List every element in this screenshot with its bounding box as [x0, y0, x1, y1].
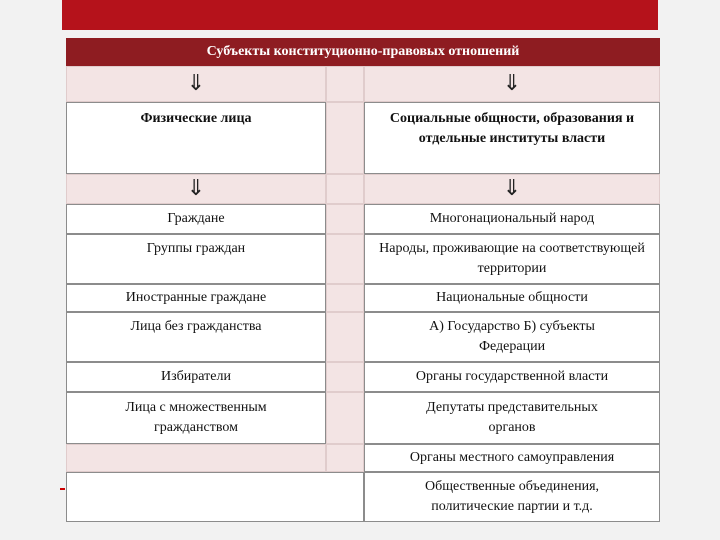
spacer-cell — [326, 204, 364, 234]
left-item: Граждане — [66, 204, 326, 234]
empty-cell — [66, 444, 326, 472]
left-item: Лица с множественным гражданством — [66, 392, 326, 444]
empty-cell — [66, 472, 364, 522]
left-item: Группы граждан — [66, 234, 326, 284]
spacer-cell — [326, 174, 364, 204]
spacer-cell — [326, 66, 364, 102]
spacer-cell — [326, 444, 364, 472]
arrow-down-icon: ⇓ — [364, 66, 660, 102]
diagram-title: Субъекты конституционно-правовых отношений — [66, 38, 660, 66]
spacer-cell — [326, 284, 364, 312]
right-item: А) Государство Б) субъекты Федерации — [364, 312, 660, 362]
spacer-cell — [326, 102, 364, 174]
left-item: Лица без гражданства — [66, 312, 326, 362]
right-item: Общественные объединения, политические партии и т.д. — [364, 472, 660, 522]
left-item: Избиратели — [66, 362, 326, 392]
arrow-down-icon: ⇓ — [66, 174, 326, 204]
spacer-cell — [326, 362, 364, 392]
top-accent-bar — [62, 0, 658, 30]
right-column-header: Социальные общности, образования и отдельные институты власти — [364, 102, 660, 174]
arrow-down-icon: ⇓ — [66, 66, 326, 102]
right-item: Органы государственной власти — [364, 362, 660, 392]
spacer-cell — [326, 312, 364, 362]
arrow-down-icon: ⇓ — [364, 174, 660, 204]
right-item: Органы местного самоуправления — [364, 444, 660, 472]
right-item: Депутаты представительных органов — [364, 392, 660, 444]
right-item: Многонациональный народ — [364, 204, 660, 234]
spacer-cell — [326, 234, 364, 284]
right-item: Народы, проживающие на соответствующей территории — [364, 234, 660, 284]
red-mark — [60, 488, 65, 490]
left-column-header: Физические лица — [66, 102, 326, 174]
right-item: Национальные общности — [364, 284, 660, 312]
left-item: Иностранные граждане — [66, 284, 326, 312]
spacer-cell — [326, 392, 364, 444]
